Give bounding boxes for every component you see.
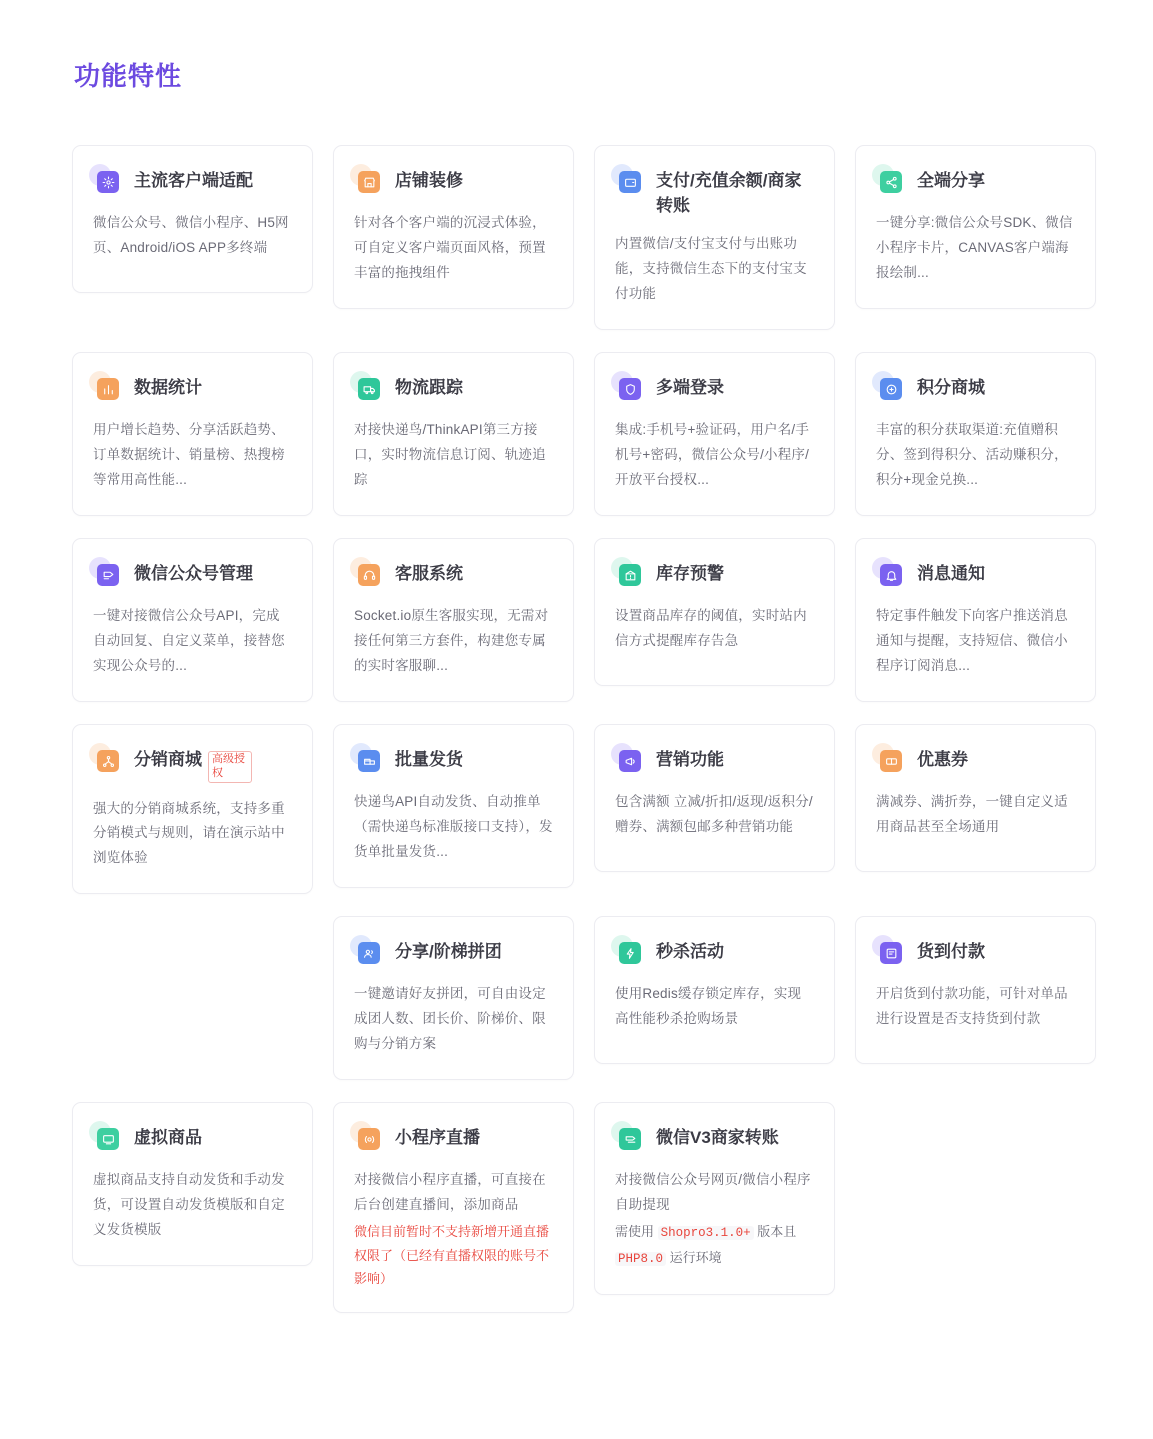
feature-card[interactable] (333, 1102, 574, 1313)
feature-card[interactable] (594, 724, 835, 872)
wallet-icon (615, 167, 645, 197)
gear-icon-glyph (97, 171, 119, 193)
feature-card-title-text: 全端分享 (917, 171, 985, 190)
feature-card-description: 包含满额 立减/折扣/返现/返积分/赠券、满额包邮多种营销功能 (615, 794, 813, 834)
feature-card-title-text: 多端登录 (656, 378, 724, 398)
feature-card-title-text: 分享/阶梯拼团 (395, 942, 502, 962)
feature-card-title-text: 消息通知 (917, 564, 985, 584)
feature-card-title (917, 373, 985, 401)
feature-card-description: 特定事件触发下向客户推送消息通知与提醒，支持短信、微信小程序订阅消息... (876, 608, 1068, 674)
feature-card-header (354, 559, 553, 590)
feature-card-description: 丰富的积分获取渠道:充值赠积分、签到得积分、活动赚积分，积分+现金兑换... (876, 422, 1068, 488)
feature-card-title-text: 货到付款 (917, 942, 985, 962)
feature-card-header (876, 166, 1075, 197)
feature-card-title (656, 937, 724, 965)
distribution-icon (93, 746, 123, 776)
share-icon (876, 167, 906, 197)
feature-card[interactable] (855, 916, 1096, 1064)
requirement-suffix: 运行环境 (669, 1250, 722, 1265)
live-stream-icon-glyph (358, 1128, 380, 1150)
cash-on-delivery-icon (876, 938, 906, 968)
feature-card-description: 微信公众号、微信小程序、H5网页、Android/iOS APP多终端 (93, 215, 289, 255)
flash-sale-icon (615, 938, 645, 968)
feature-card-title (134, 1123, 202, 1151)
feature-card-title (134, 166, 253, 194)
feature-card-header (876, 745, 1075, 776)
feature-card-header (354, 373, 553, 404)
feature-card-title (656, 373, 724, 401)
storefront-icon (354, 167, 384, 197)
feature-card-header (93, 745, 292, 783)
feature-card[interactable] (594, 538, 835, 686)
feature-card-description: 使用Redis缓存锁定库存，实现高性能秒杀抢购场景 (615, 986, 802, 1027)
feature-card-header (93, 373, 292, 404)
feature-card-title-text: 营销功能 (656, 750, 724, 769)
shield-login-icon (615, 374, 645, 404)
feature-card[interactable] (72, 538, 313, 702)
feature-card-header (354, 745, 553, 776)
feature-card-description: 一键邀请好友拼团，可自由设定成团人数、团长价、阶梯价、限购与分销方案 (354, 986, 546, 1052)
feature-card-header (93, 559, 292, 590)
feature-card[interactable] (855, 352, 1096, 516)
feature-card-description: 虚拟商品支持自动发货和手动发货，可设置自动发货模版和自定义发货模版 (93, 1172, 285, 1238)
feature-card-title-text: 数据统计 (134, 378, 202, 398)
feature-card[interactable] (72, 145, 313, 293)
feature-card-title (134, 559, 253, 587)
feature-card-header (354, 166, 553, 197)
feature-card[interactable] (594, 1102, 835, 1294)
feature-card-description: 内置微信/支付宝支付与出账功能，支持微信生态下的支付宝支付功能 (615, 236, 807, 302)
feature-card[interactable] (333, 724, 574, 888)
feature-card[interactable] (333, 352, 574, 516)
feature-card-title-text: 批量发货 (395, 750, 463, 769)
feature-card-description: 一键分享:微信公众号SDK、微信小程序卡片，CANVAS客户端海报绘制... (876, 215, 1073, 280)
share-icon-glyph (880, 171, 902, 193)
coupon-icon-glyph (880, 750, 902, 772)
feature-card-title-text: 客服系统 (395, 564, 463, 584)
feature-card-title (917, 937, 985, 965)
feature-card-description: 用户增长趋势、分享活跃趋势、订单数据统计、销量榜、热搜榜等常用高性能... (93, 422, 285, 488)
feature-card-header (354, 1123, 553, 1154)
feature-card-title-text: 虚拟商品 (134, 1128, 202, 1148)
feature-card-header (615, 937, 814, 968)
feature-card-header (876, 559, 1075, 590)
feature-card-header (354, 937, 553, 968)
feature-card-description: 对接快递鸟/ThinkAPI第三方接口，实时物流信息订阅、轨迹追踪 (354, 422, 546, 488)
feature-card-title (917, 166, 985, 194)
warehouse-alert-icon (615, 560, 645, 590)
batch-ship-icon (354, 746, 384, 776)
feature-card-title (917, 745, 968, 773)
feature-card[interactable] (333, 538, 574, 702)
feature-card-header (615, 373, 814, 404)
feature-card-header (615, 745, 814, 776)
wechat-transfer-icon (615, 1124, 645, 1154)
feature-card-description: 对接微信小程序直播，可直接在后台创建直播间，添加商品 (354, 1172, 546, 1213)
feature-card-description: 对接微信公众号网页/微信小程序自助提现 (615, 1172, 811, 1213)
feature-card-title (395, 1123, 480, 1151)
feature-card-description: 针对各个客户端的沉浸式体验，可自定义客户端页面风格，预置丰富的拖拽组件 (354, 215, 546, 280)
feature-card-description: 设置商品库存的阈值，实时站内信方式提醒库存告急 (615, 608, 807, 649)
group-buy-icon-glyph (358, 942, 380, 964)
bell-icon (876, 560, 906, 590)
requirement-version-code: Shopro3.1.0+ (658, 1226, 754, 1240)
points-mall-icon (876, 374, 906, 404)
feature-card[interactable] (333, 145, 574, 309)
feature-card-title (395, 559, 463, 587)
feature-card-title (656, 1123, 779, 1151)
feature-card-requirement (615, 1220, 814, 1272)
feature-card-warning-note: 微信目前暂时不支持新增开通直播权限了（已经有直播权限的账号不影响） (354, 1224, 550, 1287)
requirement-prefix: 需使用 (615, 1224, 655, 1240)
feature-card[interactable] (594, 352, 835, 516)
feature-card-header (615, 559, 814, 590)
feature-card[interactable] (72, 1102, 313, 1266)
feature-card[interactable] (72, 724, 313, 894)
megaphone-icon (615, 746, 645, 776)
feature-card-description: 快递鸟API自动发货、自动推单（需快递鸟标准版接口支持），发货单批量发货... (354, 794, 553, 859)
feature-card-title (134, 373, 202, 401)
feature-card[interactable] (72, 352, 313, 516)
feature-card[interactable] (333, 916, 574, 1080)
feature-card-header (615, 166, 814, 218)
feature-card[interactable] (855, 724, 1096, 872)
distribution-icon-glyph (97, 750, 119, 772)
truck-icon-glyph (358, 378, 380, 400)
feature-card-title (395, 373, 463, 401)
feature-card-title (656, 166, 814, 218)
chart-bar-icon-glyph (97, 378, 119, 400)
feature-card-title (656, 559, 724, 587)
requirement-middle: 版本且 (757, 1224, 797, 1240)
chart-bar-icon (93, 374, 123, 404)
feature-card-title-text: 小程序直播 (395, 1128, 480, 1148)
feature-card-title-text: 微信V3商家转账 (656, 1128, 779, 1148)
virtual-goods-icon (93, 1124, 123, 1154)
megaphone-icon-glyph (619, 750, 641, 772)
feature-card[interactable] (855, 145, 1096, 309)
feature-card-description: 一键对接微信公众号API，完成自动回复、自定义菜单，接替您实现公众号的... (93, 608, 285, 674)
feature-card-title (656, 745, 724, 773)
truck-icon (354, 374, 384, 404)
feature-card-title-text: 秒杀活动 (656, 942, 724, 962)
feature-card-header (876, 373, 1075, 404)
feature-card-description: 集成:手机号+验证码，用户名/手机号+密码，微信公众号/小程序/开放平台授权... (615, 422, 810, 488)
headset-icon-glyph (358, 564, 380, 586)
feature-card-description: 强大的分销商城系统，支持多重分销模式与规则，请在演示站中浏览体验 (93, 800, 285, 866)
feature-card-title-text: 店铺装修 (395, 171, 463, 190)
feature-card[interactable] (594, 145, 835, 330)
cash-on-delivery-icon-glyph (880, 942, 902, 964)
feature-card-title-text: 优惠券 (917, 750, 968, 769)
feature-card-title-text: 支付/充值余额/商家转账 (656, 171, 802, 215)
shield-login-icon-glyph (619, 378, 641, 400)
feature-card-title-text: 物流跟踪 (395, 378, 463, 398)
requirement-php-code: PHP8.0 (615, 1252, 666, 1266)
feature-card-title-text: 微信公众号管理 (134, 564, 253, 584)
storefront-icon-glyph (358, 171, 380, 193)
feature-card-description: 开启货到付款功能，可针对单品进行设置是否支持货到付款 (876, 986, 1068, 1027)
wechat-official-icon (93, 560, 123, 590)
flash-sale-icon-glyph (619, 942, 641, 964)
batch-ship-icon-glyph (358, 750, 380, 772)
feature-card-title (917, 559, 985, 587)
coupon-icon (876, 746, 906, 776)
feature-card-header (615, 1123, 814, 1154)
feature-card-title-text: 分销商城 (134, 750, 202, 769)
wallet-icon-glyph (619, 171, 641, 193)
wechat-transfer-icon-glyph (619, 1128, 641, 1150)
feature-grid (72, 145, 1081, 1313)
points-mall-icon-glyph (880, 378, 902, 400)
feature-card-title (395, 745, 463, 773)
feature-card-header (93, 166, 292, 197)
feature-card-title (395, 937, 502, 965)
gear-icon (93, 167, 123, 197)
feature-card-title-text: 积分商城 (917, 378, 985, 398)
feature-card-header (876, 937, 1075, 968)
bell-icon-glyph (880, 564, 902, 586)
status-badge: 高级授权 (208, 751, 252, 783)
feature-card-title-text: 主流客户端适配 (134, 171, 253, 190)
live-stream-icon (354, 1124, 384, 1154)
feature-card-description: 满减券、满折券，一键自定义适用商品甚至全场通用 (876, 794, 1068, 834)
feature-card-title-text: 库存预警 (656, 564, 724, 584)
wechat-official-icon-glyph (97, 564, 119, 586)
feature-card[interactable] (855, 538, 1096, 702)
warehouse-alert-icon-glyph (619, 564, 641, 586)
headset-icon (354, 560, 384, 590)
page-title: 功能特性 (74, 61, 183, 91)
feature-card-title (395, 166, 463, 194)
feature-card[interactable] (594, 916, 835, 1064)
feature-card-description: Socket.io原生客服实现，无需对接任何第三方套件，构建您专属的实时客服聊... (354, 608, 549, 674)
feature-card-header (93, 1123, 292, 1154)
virtual-goods-icon-glyph (97, 1128, 119, 1150)
group-buy-icon (354, 938, 384, 968)
feature-card-title (134, 745, 252, 783)
